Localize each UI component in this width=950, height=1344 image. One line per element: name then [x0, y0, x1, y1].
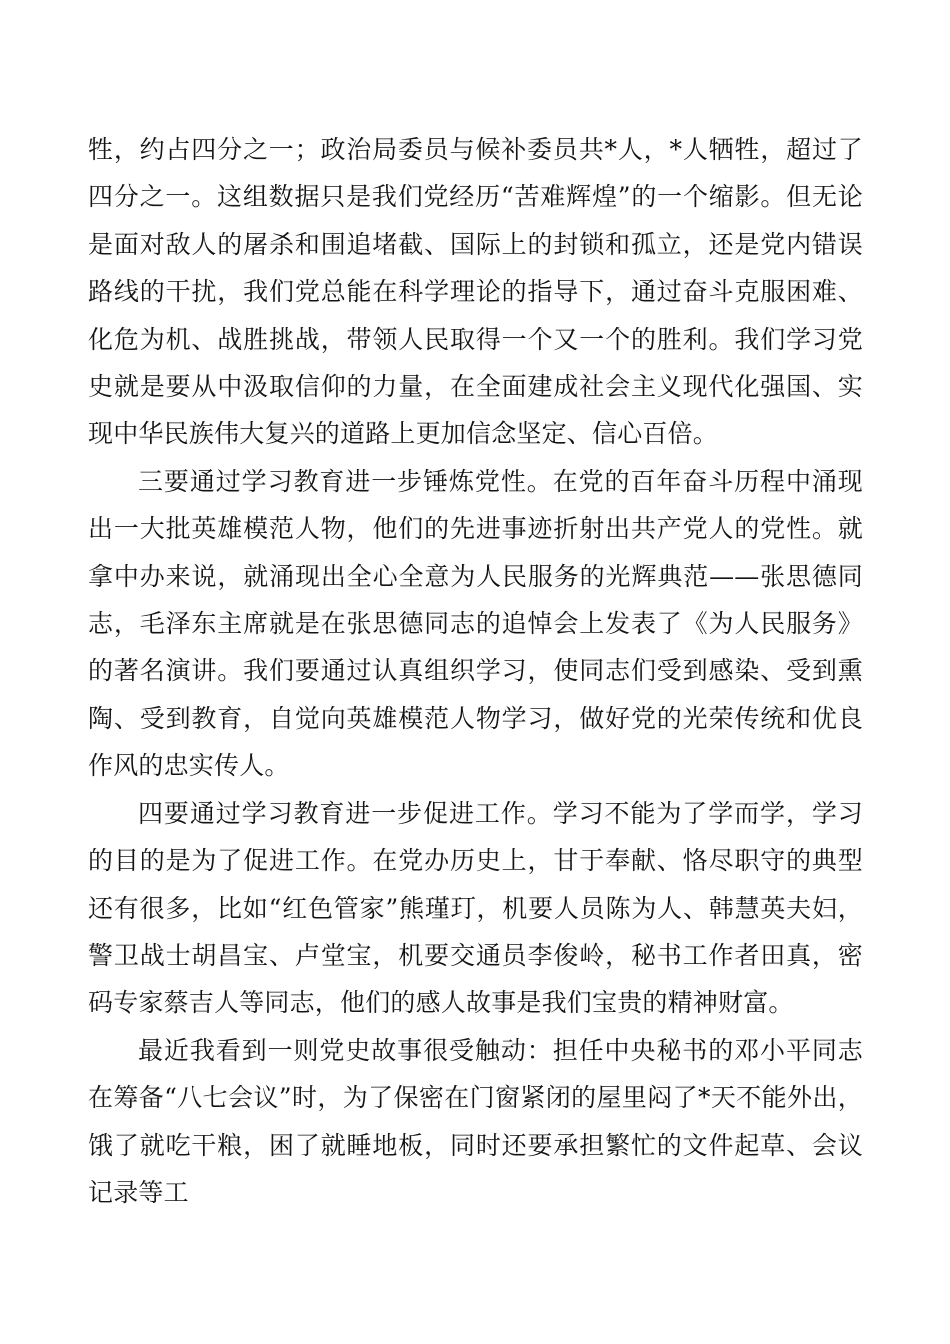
paragraph-point-three: 三要通过学习教育进一步锤炼党性。在党的百年奋斗历程中涌现出一大批英雄模范人物，他们的先进事迹折射出共产党人的党性。就拿中办来说，就涌现出全心全意为人民服务的光辉典范——张思德同志，毛泽东主席就是在张思德同志的追悼会上发表了《为人民服务》的著名演讲。我们要通过认真组织学习，使同志们受到感染、受到熏陶、受到教育，自觉向英雄模范人物学习，做好党的光荣传统和优良作风的忠实传人。 [88, 466, 863, 781]
document-body [88, 126, 863, 1216]
paragraph-continuation: 牲，约占四分之一；政治局委员与候补委员共*人，*人牺牲，超过了四分之一。这组数据只是我们党经历“苦难辉煌”的一个缩影。但无论是面对敌人的屠杀和围追堵截、国际上的封锁和孤立，还是党内错误路线的干扰，我们党总能在科学理论的指导下，通过奋斗克服困难、化危为机、战胜挑战，带领人民取得一个又一个的胜利。我们学习党史就是要从中汲取信仰的力量，在全面建成社会主义现代化强国、实现中华民族伟大复兴的道路上更加信念坚定、信心百倍。 [88, 135, 863, 449]
paragraph-story: 最近我看到一则党史故事很受触动：担任中央秘书的邓小平同志在筹备“八七会议”时，为了保密在门窗紧闭的屋里闷了*天不能外出，饿了就吃干粮，困了就睡地板，同时还要承担繁忙的文件起草、会议记录等工 [88, 1035, 863, 1207]
paragraph-point-four: 四要通过学习教育进一步促进工作。学习不能为了学而学，学习的目的是为了促进工作。在党办历史上，甘于奉献、恪尽职守的典型还有很多，比如“红色管家”熊瑾玎，机要人员陈为人、韩慧英夫妇，警卫战士胡昌宝、卢堂宝，机要交通员李俊岭，秘书工作者田真，密码专家蔡吉人等同志，他们的感人故事是我们宝贵的精神财富。 [88, 798, 863, 1018]
